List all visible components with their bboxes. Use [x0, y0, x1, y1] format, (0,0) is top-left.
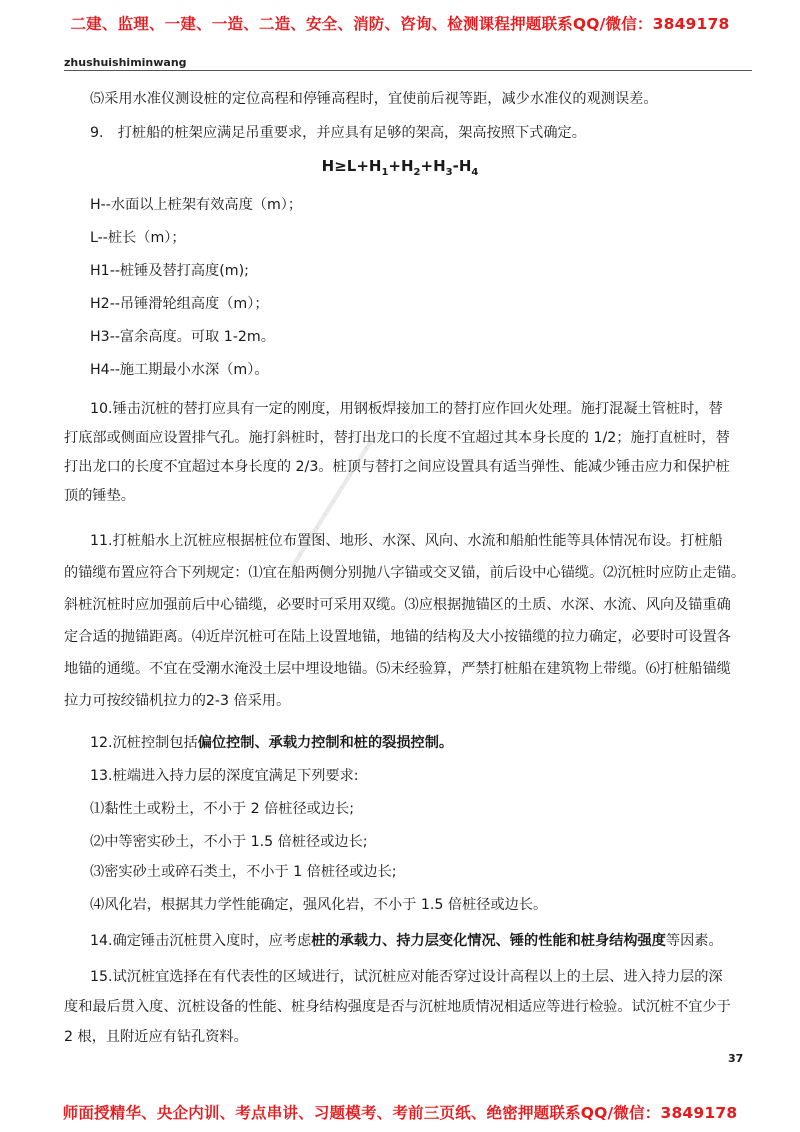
header-rule [64, 70, 752, 71]
watermark: ━━━━━━━━━━ [280, 427, 389, 576]
text-line: 2 根，且附近应有钻孔资料。 [64, 1029, 248, 1045]
text-line: H--水面以上桩架有效高度（m）； [90, 197, 303, 213]
text-line: L--桩长（m）； [90, 230, 186, 246]
text-line: 的锚缆布置应符合下列规定：⑴宜在船两侧分别抛八字锚或交叉锚，前后设中心锚缆。⑵沉桩时应防止走锚。 [64, 565, 746, 581]
text-line: 10.锤击沉桩的替打应具有一定的刚度，用钢板焊接加工的替打应作回火处理。施打混凝土管桩时，替 [90, 401, 723, 417]
page-number: 37 [728, 1052, 744, 1065]
formula: $H\ge L+H_1+H_2+H_3-H_4$ [321, 157, 479, 178]
text-line: ⑸采用水准仪测设桩的定位高程和停锤高程时，宜使前后视等距，减少水准仪的观测误差。 [90, 91, 658, 107]
text-line: 13.桩端进入持力层的深度宜满足下列要求: [90, 768, 359, 784]
text-line: ⑶密实砂土或碎石类土，不小于 1 倍桩径或边长; [90, 864, 397, 880]
text-line: ⑷风化岩，根据其力学性能确定，强风化岩，不小于 1.5 倍桩径或边长。 [90, 897, 548, 913]
text-line: 顶的锤垫。 [64, 488, 135, 504]
header-banner: 二建、监理、一建、一造、二造、安全、消防、咨询、检测课程押题联系QQ/微信：3849178 [70, 15, 730, 33]
text-line: H2--吊锤滑轮组高度（m）； [90, 296, 269, 312]
text-line: 9. 打桩船的桩架应满足吊重要求，并应具有足够的架高，架高按照下式确定。 [90, 125, 586, 141]
text-line: 地锚的通缆。不宜在受潮水淹没土层中埋设地锚。⑸未经验算，严禁打桩船在建筑物上带缆。⑹打桩船锚缆 [64, 661, 731, 677]
text-line: H4--施工期最小水深（m）。 [90, 362, 269, 378]
text-line: H3--富余高度。可取 1-2m。 [90, 329, 275, 345]
text-line: 11.打桩船水上沉桩应根据桩位布置图、地形、水深、风向、水流和船舶性能等具体情况布设。打桩船 [90, 533, 723, 549]
text-line: ⑵中等密实砂土，不小于 1.5 倍桩径或边长; [90, 834, 368, 850]
text-line: ⑴黏性土或粉土，不小于 2 倍桩径或边长; [90, 801, 355, 817]
text-line: 14.确定锤击沉桩贯入度时，应考虑桩的承载力、持力层变化情况、锤的性能和桩身结构强度等因素。 [90, 933, 723, 949]
text-line: 斜桩沉桩时应加强前后中心锚缆，必要时可采用双缆。⑶应根据抛锚区的土质、水深、水流、风向及锚重确 [64, 597, 731, 613]
site-name: zhushuishiminwang [64, 56, 187, 69]
text-line: 定合适的抛锚距离。⑷近岸沉桩可在陆上设置地锚，地锚的结构及大小按锚缆的拉力确定，必要时可设置各 [64, 629, 731, 645]
footer-banner: 师面授精华、央企内训、考点串讲、习题模考、考前三页纸、绝密押题联系QQ/微信：3849178 [62, 1104, 738, 1122]
text-line: H1--桩锤及替打高度(m); [90, 263, 249, 279]
text-line: 15.试沉桩宜选择在有代表性的区域进行，试沉桩应对能否穿过设计高程以上的土层、进入持力层的深 [90, 969, 723, 985]
text-line: 度和最后贯入度、沉桩设备的性能、桩身结构强度是否与沉桩地质情况相适应等进行检验。试沉桩不宜少于 [64, 999, 731, 1015]
text-line: 12.沉桩控制包括偏位控制、承载力控制和桩的裂损控制。 [90, 735, 454, 751]
text-line: 打出龙口的长度不宜超过本身长度的 2/3。桩顶与替打之间应设置具有适当弹性、能减少锤击应力和保护桩 [64, 459, 730, 475]
text-line: 拉力可按绞锚机拉力的2-3 倍采用。 [64, 693, 291, 709]
text-line: 打底部或侧面应设置排气孔。施打斜桩时，替打出龙口的长度不宜超过其本身长度的 1/2；施打直桩时，替 [64, 430, 730, 446]
